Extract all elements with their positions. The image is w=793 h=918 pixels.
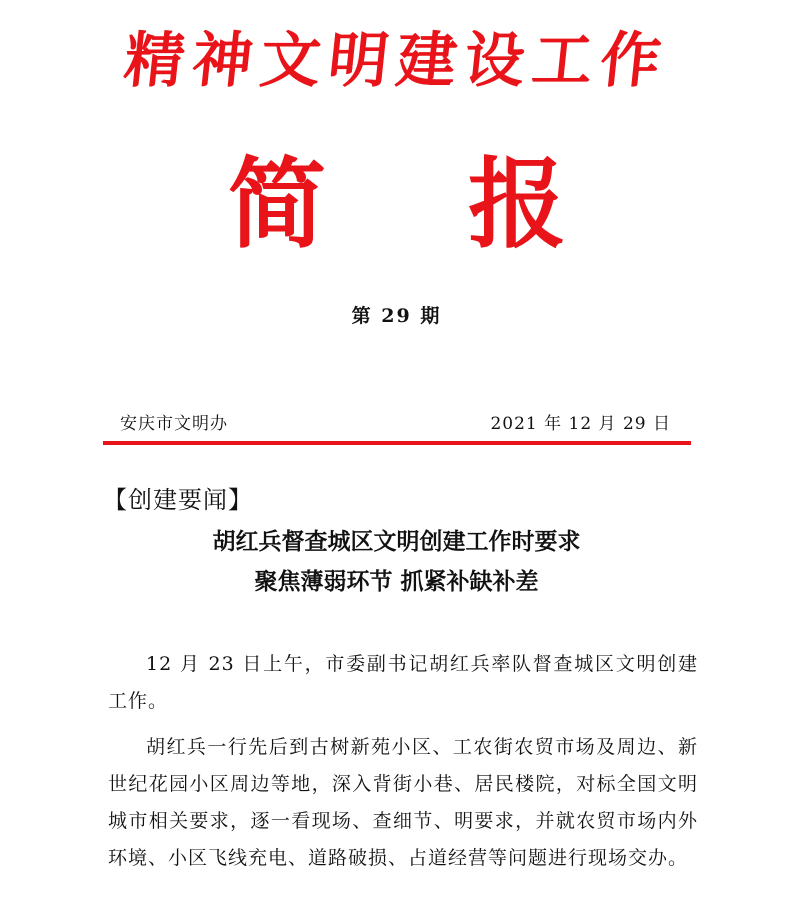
article-headline-line-2: 聚焦薄弱环节 抓紧补缺补差 [254, 568, 539, 595]
section-tag: 【创建要闻】 [103, 486, 253, 514]
masthead-title: 精神文明建设工作 [120, 26, 673, 96]
red-divider [103, 441, 691, 445]
article-paragraph: 12 月 23 日上午，市委副书记胡红兵率队督查城区文明创建工作。 [108, 653, 698, 712]
issue-number: 第 29 期 [351, 305, 442, 327]
bulletin-char-bao: 报 [468, 147, 567, 262]
issue-date: 2021 年 12 月 29 日 [490, 414, 671, 434]
bulletin-char-jian: 简 [228, 147, 327, 262]
issuer: 安庆市文明办 [120, 414, 228, 434]
article-paragraph: 胡红兵一行先后到古树新苑小区、工农街农贸市场及周边、新世纪花园小区周边等地，深入背街小巷、居民楼院，对标全国文明城市相关要求，逐一看现场、查细节、明要求，并就农贸市场内外环境、小区飞线充电、道路破损、占道经营等问题进行现场交办。 [108, 736, 698, 869]
article-headline-line-1: 胡红兵督查城区文明创建工作时要求 [212, 528, 581, 555]
bulletin-heading [0, 147, 793, 262]
